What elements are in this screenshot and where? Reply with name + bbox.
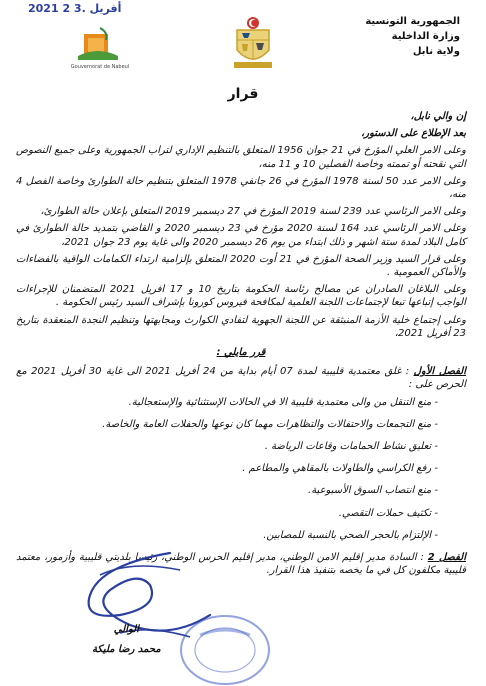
measure-item: - تعليق نشاط الحمامات وقاعات الرياضة . xyxy=(264,441,438,453)
chapter-2-text: : السادة مدير إقليم الامن الوطني، مدير إقليم الحرس الوطني، رئيسا بلديتي قليبية وأزمور، معتمد قليبية مكلفون كل في ما يخصه بتنفيذ هذا القرار. xyxy=(16,552,466,577)
consideration-4: وعلى الامر الرئاسي عدد 164 لسنة 2020 مؤرخ في 23 ديسمبر 2020 و القاضي بتمديد حالة الطوارئ في كامل البلاد لمدة ستة اشهر و ذلك ابتداء من يوم 26 ديسمبر 2020 والى غاية يوم 23 جوان 2021، xyxy=(16,223,466,248)
measure-item: - الإلتزام بالحجر الصحي بالنسبة للمصابين. xyxy=(263,529,438,541)
signatory-title: الوالي xyxy=(113,624,139,635)
decision-heading: قرر مايلي : xyxy=(216,347,266,359)
header-republic: الجمهورية التونسية xyxy=(365,16,460,27)
intro-governor: إن والي نابل، xyxy=(410,111,466,122)
consideration-1: وعلى الامر العلي المؤرخ في 21 جوان 1956 المتعلق بالتنظيم الإداري لتراب الجمهورية وعلى جميع النصوص التي نقحته أو تممته وخاصة الفصلين 10 و 11 منه، xyxy=(16,145,466,170)
chapter-1-text: : غلق معتمدية قليبية لمدة 07 أيام بداية من 24 أفريل 2021 الى غاية 30 أفريل 2021 مع الحرص على : xyxy=(16,366,466,391)
consideration-5: وعلى قرار السيد وزير الصحة المؤرخ في 21 أوت 2020 المتعلق بإلزامية ارتداء الكمامات الواقية بالفضاءات والأماكن العمومية . xyxy=(16,253,466,279)
tunisia-coat-of-arms xyxy=(232,16,274,70)
measure-item: - تكثيف حملات التقصي. xyxy=(338,507,438,519)
measure-item: - منع التجمعات والاحتفالات والتظاهرات مهما كان نوعها والحفلات العامة والخاصة. xyxy=(102,418,438,430)
governorate-logo-caption: Gouvernorat de Nabeul xyxy=(70,64,130,70)
intro-constitution: بعد الإطلاع على الدستور، xyxy=(361,128,466,140)
measure-item: - منع التنقل من والى معتمدية قليبية الا في الحالات الإستثنائية والإستعجالية. xyxy=(128,396,438,408)
measure-item: - منع انتصاب السوق الأسبوعية. xyxy=(308,485,438,497)
document-title: قرار xyxy=(227,86,259,102)
header-ministry: وزارة الداخلية xyxy=(391,31,460,42)
consideration-2: وعلى الامر عدد 50 لسنة 1978 المؤرخ في 26 جانفي 1978 المتعلق بتنظيم حالة الطوارئ وخاصة الفصل 4 منه، xyxy=(16,175,466,201)
consideration-7: وعلى إجتماع خلية الأزمة المنبثقة عن اللجنة الجهوية لتفادي الكوارث ومجابهتها وتنظيم النجدة المنعقدة بتاريخ 23 أفريل 2021، xyxy=(16,314,466,339)
header-administration xyxy=(365,14,460,59)
document-body xyxy=(16,110,466,581)
received-date-stamp: 2021 2 3. أفريل xyxy=(28,2,122,15)
measure-item: - رفع الكراسي والطاولات بالمقاهي والمطاعم . xyxy=(242,463,438,475)
chapter-1 xyxy=(16,365,466,391)
chapter-2-label: الفصل 2 xyxy=(427,552,466,564)
consideration-6: وعلى البلاغان الصادران عن مصالح رئاسة الحكومة بتاريخ 10 و 17 افريل 2021 المتضمنان للإجراءات الواجب إتباعها تبعا لإجتماعات اللجنة العلمية لمكافحة فيروس كورونا بإشراف السيد رئيس الحكومة . xyxy=(16,284,467,309)
governorate-logo-icon xyxy=(70,24,126,64)
coat-of-arms-icon xyxy=(232,16,274,70)
signature-block xyxy=(92,620,161,660)
header-governorate: ولاية نابل xyxy=(412,46,460,57)
chapter-1-label: الفصل الأول xyxy=(413,366,466,378)
governorate-logo xyxy=(70,24,130,78)
measures-list xyxy=(16,396,466,542)
signatory-name: محمد رضا مليكة xyxy=(92,644,161,655)
consideration-3: وعلى الامر الرئاسي عدد 239 لسنة 2019 المؤرخ في 27 ديسمبر 2019 المتعلق بإعلان حالة الطوارئ، xyxy=(40,206,466,218)
